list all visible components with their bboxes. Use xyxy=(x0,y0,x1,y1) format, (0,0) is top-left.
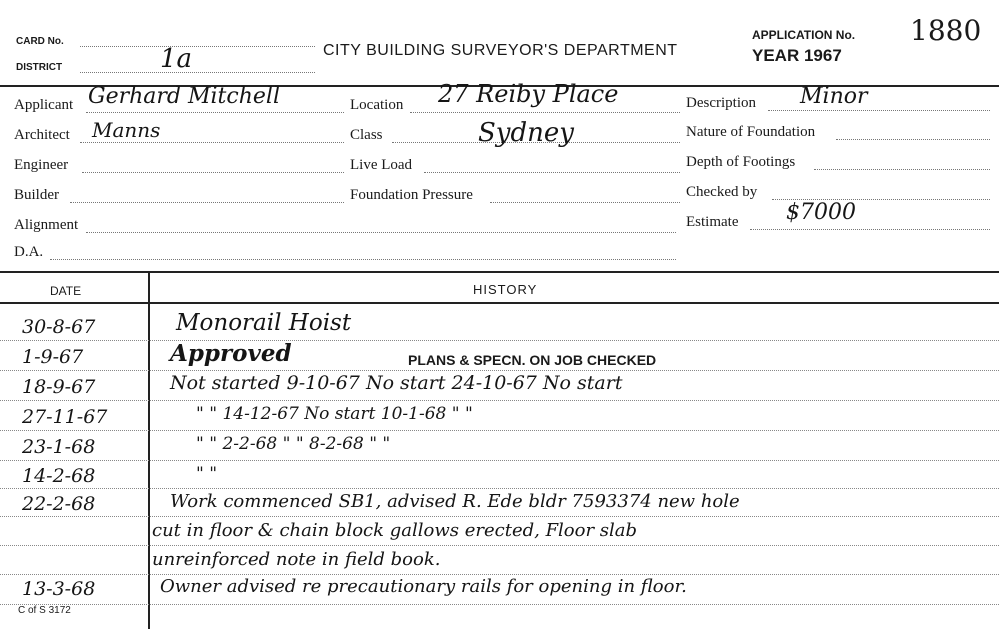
foundation-pressure-label: Foundation Pressure xyxy=(350,187,473,203)
history-date: 18-9-67 xyxy=(22,376,96,398)
live-load-label: Live Load xyxy=(350,157,413,173)
plans-checked-stamp: PLANS & SPECN. ON JOB CHECKED xyxy=(408,352,657,368)
history-top-rule xyxy=(0,271,999,273)
architect-line xyxy=(80,142,344,143)
history-entry: cut in floor & chain block gallows erected, Floor slab xyxy=(152,520,638,541)
depth-of-footings-label: Depth of Footings xyxy=(686,154,796,170)
description-line xyxy=(768,110,990,111)
builder-line xyxy=(70,202,344,203)
history-entry: " " 2-2-68 " " 8-2-68 " " xyxy=(196,434,391,454)
estimate-line xyxy=(750,229,990,230)
history-rule-5 xyxy=(0,460,999,461)
history-entry: Owner advised re precautionary rails for opening in floor. xyxy=(160,576,687,597)
department-title: CITY BUILDING SURVEYOR'S DEPARTMENT xyxy=(323,42,678,59)
alignment-label: Alignment xyxy=(14,217,79,233)
history-entry: Work commenced SB1, advised R. Ede bldr 7593374 new hole xyxy=(170,491,740,512)
date-header: DATE xyxy=(50,284,82,298)
da-line xyxy=(50,259,676,260)
history-date: 22-2-68 xyxy=(22,493,96,515)
engineer-line xyxy=(82,172,344,173)
engineer-label: Engineer xyxy=(14,157,69,173)
class-label: Class xyxy=(350,127,383,143)
history-entry: Not started 9-10-67 No start 24-10-67 No start xyxy=(170,372,623,394)
district-label: DISTRICT xyxy=(16,62,63,73)
year-label: YEAR 1967 xyxy=(752,46,842,65)
applicant-line xyxy=(86,112,344,113)
history-rule-7 xyxy=(0,516,999,517)
district-line xyxy=(80,72,315,73)
architect-label: Architect xyxy=(14,127,70,143)
location-line xyxy=(410,112,680,113)
history-date: 13-3-68 xyxy=(22,578,96,600)
application-number: 1880 xyxy=(910,14,982,47)
estimate-value: $7000 xyxy=(786,200,856,225)
history-entry: " " 14-12-67 No start 10-1-68 " " xyxy=(196,404,473,424)
application-label: APPLICATION No. xyxy=(752,28,856,42)
history-date: 1-9-67 xyxy=(22,346,84,368)
checked-by-label: Checked by xyxy=(686,184,758,200)
history-date: 14-2-68 xyxy=(22,465,96,487)
class-value: Sydney xyxy=(478,118,574,148)
history-rule-10 xyxy=(0,604,999,605)
description-label: Description xyxy=(686,95,756,111)
history-rule-2 xyxy=(0,370,999,371)
card-no-line xyxy=(80,46,315,47)
alignment-line xyxy=(86,232,676,233)
form-code: C of S 3172 xyxy=(18,605,71,616)
district-value: 1a xyxy=(160,44,193,74)
nature-of-foundation-label: Nature of Foundation xyxy=(686,124,816,140)
history-header: HISTORY xyxy=(473,282,538,297)
history-rule-4 xyxy=(0,430,999,431)
architect-value: Manns xyxy=(92,118,161,142)
history-date: 30-8-67 xyxy=(22,316,96,338)
builder-label: Builder xyxy=(14,187,59,203)
foundation-pressure-line xyxy=(490,202,680,203)
history-header-rule xyxy=(0,302,999,304)
applicant-label: Applicant xyxy=(14,97,74,113)
estimate-label: Estimate xyxy=(686,214,739,230)
history-entry: Approved xyxy=(170,340,292,367)
live-load-line xyxy=(424,172,680,173)
history-rule-9 xyxy=(0,574,999,575)
depth-of-footings-line xyxy=(814,169,990,170)
date-column-divider xyxy=(148,273,150,629)
location-label: Location xyxy=(350,97,404,113)
description-value: Minor xyxy=(800,84,868,109)
history-rule-8 xyxy=(0,545,999,546)
history-date: 27-11-67 xyxy=(22,406,108,428)
history-entry: " " xyxy=(196,464,218,484)
location-value: 27 Reiby Place xyxy=(438,80,619,108)
applicant-value: Gerhard Mitchell xyxy=(88,84,280,109)
nature-of-foundation-line xyxy=(836,139,990,140)
history-entry: unreinforced note in field book. xyxy=(152,549,441,570)
history-rule-6 xyxy=(0,488,999,489)
history-rule-1 xyxy=(0,340,999,341)
history-date: 23-1-68 xyxy=(22,436,96,458)
history-entry: Monorail Hoist xyxy=(176,310,352,336)
history-rule-3 xyxy=(0,400,999,401)
da-label: D.A. xyxy=(14,244,44,260)
card-no-label: CARD No. xyxy=(16,36,64,47)
